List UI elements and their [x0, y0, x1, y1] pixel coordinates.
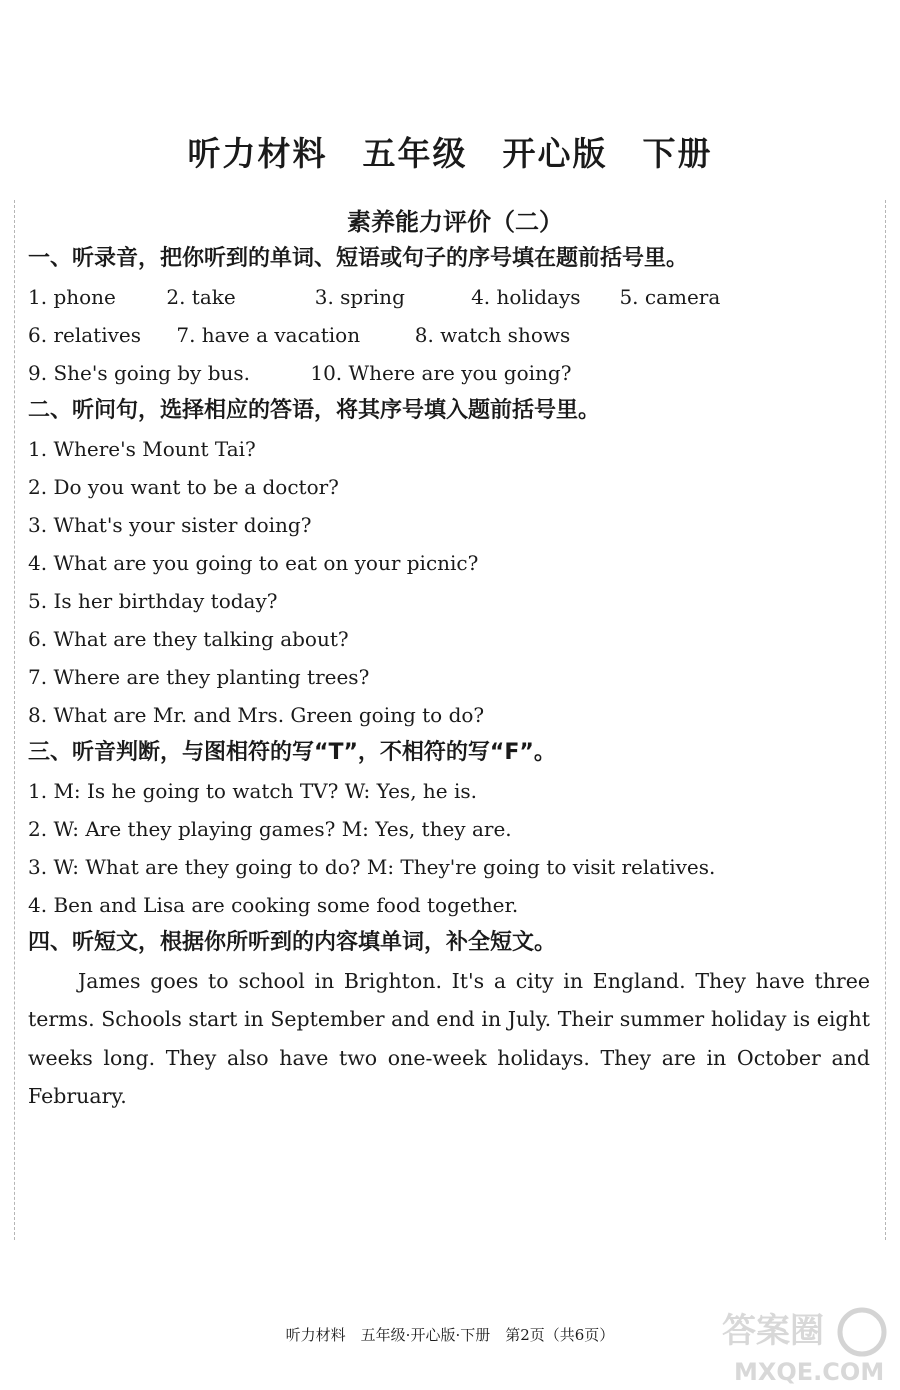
page-footer: 听力材料 五年级·开心版·下册 第2页（共6页）	[285, 1326, 615, 1344]
word-item: 5. camera	[619, 285, 721, 309]
word-item: 6. relatives	[28, 323, 141, 347]
part1-heading: 一、听录音，把你听到的单词、短语或句子的序号填在题前括号里。	[28, 246, 689, 271]
word-item: 8. watch shows	[414, 323, 571, 347]
part2-heading: 二、听问句，选择相应的答语，将其序号填入题前括号里。	[28, 398, 601, 423]
word-item: 3. spring	[314, 285, 405, 309]
part1-word-row-3	[28, 354, 870, 392]
right-margin-dashed-line	[885, 200, 886, 1240]
question-item: 6. What are they talking about?	[28, 627, 349, 651]
page-title: 听力材料 五年级 开心版 下册	[187, 134, 713, 173]
word-item: 9. She's going by bus.	[28, 361, 251, 385]
question-item: 1. Where's Mount Tai?	[28, 437, 256, 461]
dialogue-item: 1. M: Is he going to watch TV? W: Yes, he is.	[28, 779, 477, 803]
word-item: 2. take	[166, 285, 236, 309]
word-item: 4. holidays	[471, 285, 581, 309]
word-item: 1. phone	[28, 285, 116, 309]
dialogue-item: 4. Ben and Lisa are cooking some food together.	[28, 893, 519, 917]
watermark-top-text: 答案圈	[722, 1311, 824, 1351]
dialogue-item: 3. W: What are they going to do? M: They're going to visit relatives.	[28, 855, 716, 879]
part1-word-row-2	[28, 316, 870, 354]
word-item: 10. Where are you going?	[310, 361, 572, 385]
part3-heading: 三、听音判断，与图相符的写“T”，不相符的写“F”。	[28, 740, 556, 765]
part4-heading: 四、听短文，根据你所听到的内容填单词，补全短文。	[28, 930, 557, 955]
watermark-logo	[712, 1300, 892, 1385]
part1-word-row-1	[28, 278, 870, 316]
question-item: 3. What's your sister doing?	[28, 513, 312, 537]
question-item: 8. What are Mr. and Mrs. Green going to do?	[28, 703, 485, 727]
watermark-bottom-text: MXQE.COM	[734, 1358, 885, 1385]
document-body	[28, 204, 870, 1136]
passage-paragraph: James goes to school in Brighton. It's a city in England. They have three terms. Schools start in September and end in July. Their summer holiday is eight weeks long. They also have two one-week holidays. They are in October and February.	[28, 969, 870, 1108]
left-margin-dashed-line	[14, 200, 15, 1240]
question-item: 4. What are you going to eat on your picnic?	[28, 551, 479, 575]
question-item: 7. Where are they planting trees?	[28, 665, 370, 689]
dialogue-item: 2. W: Are they playing games? M: Yes, they are.	[28, 817, 512, 841]
watermark-circle-icon	[840, 1310, 884, 1354]
question-item: 2. Do you want to be a doctor?	[28, 475, 339, 499]
question-item: 5. Is her birthday today?	[28, 589, 278, 613]
section-title: 素养能力评价（二）	[347, 207, 563, 236]
word-item: 7. have a vacation	[176, 323, 361, 347]
